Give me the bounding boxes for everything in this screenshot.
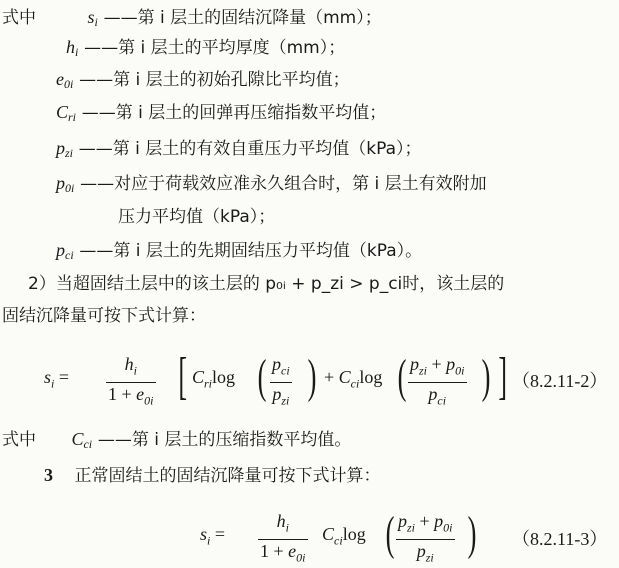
para2-line1 (28, 273, 504, 295)
para2-text: 2）当超固结土层中的该土层的 p₀ᵢ + p_zi > p_ci时，该土层的 (28, 274, 505, 294)
def-row-pci (56, 239, 422, 266)
def-row-e0i (56, 68, 350, 95)
def-text-si: ——第 i 层土的固结沉降量（mm）； (103, 8, 382, 28)
eq2-number: （8.2.11-3） (512, 529, 608, 549)
def-text-pci: ——第 i 层土的先期固结压力平均值（kPa）。 (79, 241, 423, 261)
def-row-hi (66, 36, 345, 63)
para3-text: 正常固结土的固结沉降量可按下式计算： (74, 466, 381, 486)
def-text-p0i: ——对应于荷载效应准永久组合时，第 i 层土有效附加 (80, 174, 487, 194)
def-text-hi: ——第 i 层土的平均厚度（mm）； (84, 38, 346, 58)
para3-number: 3 (44, 465, 53, 485)
def-text-e0i: ——第 i 层土的初始孔隙比平均值； (79, 70, 350, 90)
para2-line2 (2, 305, 206, 327)
symbol-p0i: $p_{0i}$ (56, 173, 75, 195)
para2-text2: 固结沉降量可按下式计算： (2, 306, 206, 326)
defs2-intro: 式中 (2, 430, 36, 450)
def-row-cri (56, 101, 386, 128)
symbol-e0i: $e_{0i}$ (56, 69, 74, 91)
symbol-si: $s_i$ (87, 7, 98, 29)
def-text-cci: ——第 i 层土的压缩指数平均值。 (97, 430, 352, 450)
def-text-cri: ——第 i 层土的回弹再压缩指数平均值； (81, 103, 387, 123)
symbol-pzi: $p_{zi}$ (56, 138, 74, 160)
symbol-cci: $C_{ci}$ (71, 429, 93, 451)
para3-line (44, 464, 380, 487)
def-row-pzi (56, 137, 422, 164)
eq1-fraction-h-over-e: $\frac{h_i}{1 + e_{0i}}$ (108, 354, 154, 408)
eq1-number: （8.2.11-2） (512, 371, 608, 391)
def-text-p0i-cont: 压力平均值（kPa）； (118, 207, 276, 227)
def-row-cci (2, 428, 351, 455)
def-text-pzi: ——第 i 层土的有效自重压力平均值（kPa）； (78, 139, 422, 159)
equation-8-2-11-3: $s_i$ = $\frac{h_i}{1 + e_{0i}}$ $C_{ci}\log$ ( $p_{zi} + p_{0i}$ $p_{zi}$ ) (200, 507, 477, 565)
def-row-si (2, 6, 382, 33)
def-row-p0i-cont (118, 206, 275, 228)
symbol-pci: $p_{ci}$ (56, 240, 74, 262)
def-row-p0i (56, 172, 487, 199)
equation-8-2-11-2: $s_i$ = $\frac{h_i}{1 + e_{0i}}$ [ $C_{ri}\log$ ( $p_{ci}$ $p_{zi}$ ) + $C_{ci}\log$ ( $p_{zi} + p_{0i}$ $p_{ci}$ ) ] (38, 345, 518, 411)
symbol-hi: $h_i$ (66, 37, 79, 59)
defs-intro: 式中 (2, 8, 36, 28)
symbol-cri: $C_{ri}$ (56, 102, 77, 124)
